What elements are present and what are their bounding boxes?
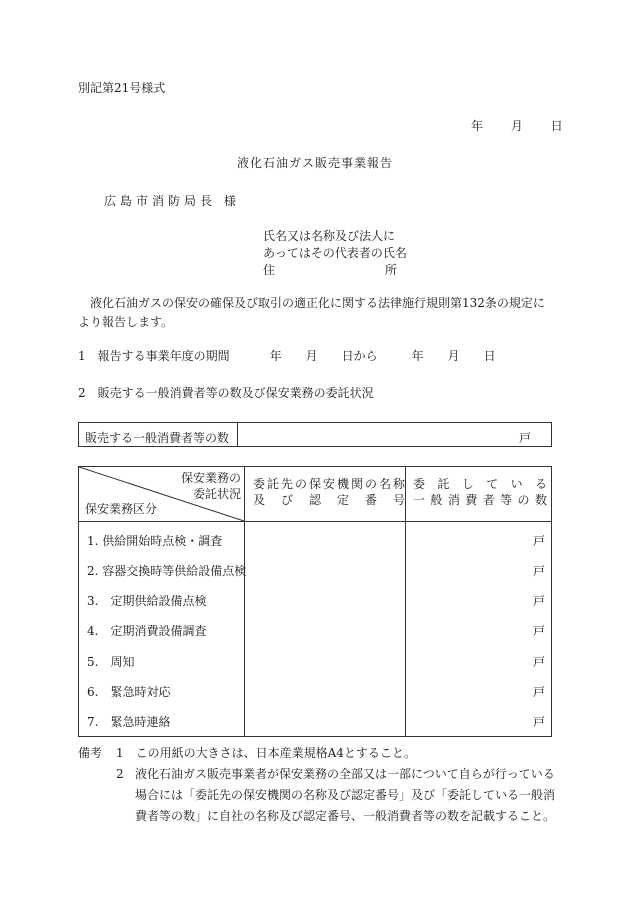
entrust-row-name: 6. 緊急時対応 [87,685,171,699]
document-title: 液化石油ガス販売事業報告 [236,156,393,170]
reporter-block [263,228,407,279]
header-status-line2: 委託状況 [192,487,241,501]
date-line [471,120,563,132]
header-agency-line1: 委託先の保安機関の名称 [253,477,405,491]
entrust-row-name: 2. 容器交換時等供給設備点検 [87,564,247,578]
entrust-row-unit: 戸 [532,624,545,638]
item1-day-from: 日から [341,349,378,363]
entrust-row [79,592,551,606]
note-2-number: 2 [116,767,124,781]
date-month: 月 [510,119,523,133]
form-number: 別記第21号様式 [78,81,166,95]
entrust-row [79,683,551,697]
item1-month: 月 [305,349,318,363]
note-1: 1 この用紙の大きさは、日本産業規格A4とすること。 [116,746,416,760]
entrust-row-name: 4. 定期消費設備調査 [87,624,207,638]
entrust-row-name: 1. 供給開始時点検・調査 [87,534,223,548]
header-category: 保安業務区分 [85,502,158,516]
entrust-row-unit: 戸 [532,534,545,548]
addressee: 広島市消防局長 様 [104,194,240,208]
note-2 [116,764,556,827]
consumer-count-unit: 戸 [518,431,531,445]
entrust-row [79,562,551,576]
header-agency [253,476,405,508]
entrust-row-name: 5. 周知 [87,655,135,669]
entrust-row-name: 3. 定期供給設備点検 [87,594,207,608]
item1-period [78,350,496,362]
entrust-row-unit: 戸 [532,655,545,669]
notes-heading: 備考 [78,746,103,760]
reporter-name-line1: 氏名又は名称及び法人に [263,229,396,243]
entrust-row-unit: 戸 [532,594,545,608]
item1-year2: 年 [411,349,424,363]
entrust-row [79,713,551,727]
reporter-address-label: 住 所 [263,263,397,277]
header-count-line2: 一般消費者等の数 [413,493,547,507]
header-status-line1: 保安業務の [180,471,241,485]
item1-day2: 日 [483,349,496,363]
consumer-count-table [78,422,552,447]
entrust-header-divider [79,521,551,522]
header-status [179,470,241,502]
entrust-row [79,532,551,546]
item2-label: 2 販売する一般消費者等の数及び保安業務の委託状況 [78,386,374,400]
consumer-count-divider [237,423,238,446]
entrust-table [78,466,552,737]
entrust-row-unit: 戸 [532,685,545,699]
entrust-row [79,622,551,636]
note-2-text: 液化石油ガス販売事業者が保安業務の全部又は一部について自らが行っている場合には「委託先の保安機関の名称及び認定番号」及び「委託している一般消費者等の数」に自社の名称及び認定番号、一般消費者等の数を記載すること。 [135,767,556,823]
entrust-row-name: 7. 緊急時連絡 [87,715,171,729]
header-count [413,476,547,508]
item1-year: 年 [269,349,282,363]
reporter-name-line2: あってはその代表者の氏名 [263,246,407,260]
entrust-row-unit: 戸 [532,564,545,578]
item1-month2: 月 [447,349,460,363]
entrust-row [79,653,551,667]
entrust-row-unit: 戸 [532,715,545,729]
header-agency-line2: 及び認定番号 [253,493,405,507]
body-text: 液化石油ガスの保安の確保及び取引の適正化に関する法律施行規則第132条の規定により報告します。 [78,296,545,329]
date-day: 日 [550,119,563,133]
item1-label: 1 報告する事業年度の期間 [78,349,230,363]
header-count-line1: 委託している [413,477,547,491]
date-year: 年 [471,119,484,133]
consumer-count-label: 販売する一般消費者等の数 [85,431,230,445]
